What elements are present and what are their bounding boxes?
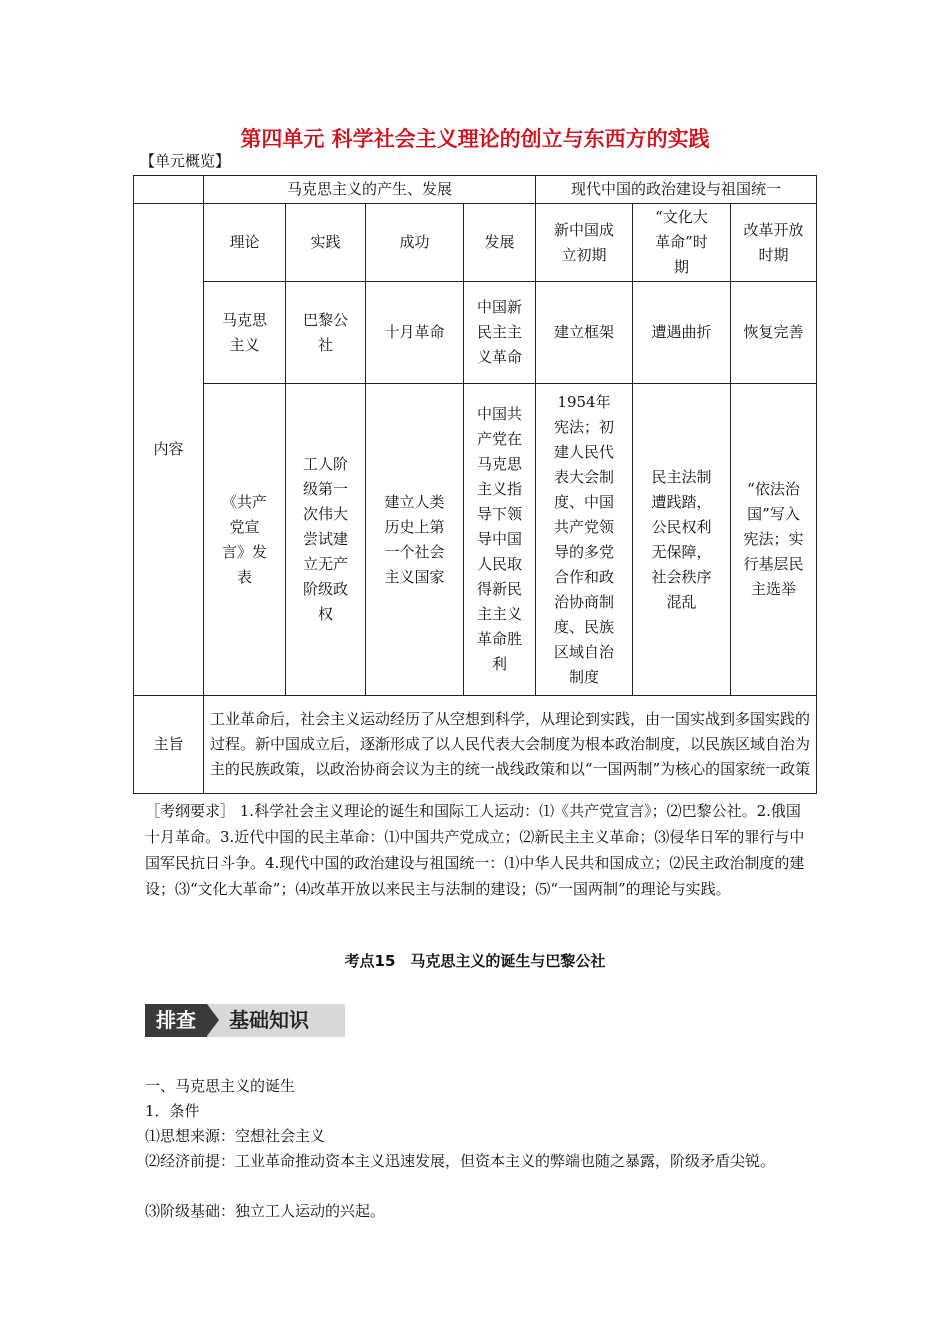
exam-requirements: ［考纲要求］ 1.科学社会主义理论的诞生和国际工人运动：⑴《共产党宣言》；⑵巴黎公社。2.俄国十月革命。3.近代中国的民主革命：⑴中国共产党成立；⑵新民主主义革命；⑶侵华日军的罪行与中国军民抗日斗争。4.现代中国的政治建设与祖国统一：⑴中华人民共和国成立；⑵民主政治制度的建设；⑶“文化大革命”；⑷改革开放以来民主与法制的建设；⑸“一国两制”的理论与实践。 [145,802,805,898]
table-cell: 恢复完善 [731,282,817,384]
table-cell: 发展 [464,204,536,282]
subheading: 1．条件 [145,1102,200,1120]
section-title: 考点15 马克思主义的诞生与巴黎公社 [344,952,606,970]
overview-label: 【单元概览】 [140,152,231,170]
table-cell: 工人阶级第一次伟大尝试建立无产阶级政权 [286,384,366,696]
table-cell: 中国共产党在马克思主义指导下领导中国人民取得新民主主义革命胜利 [464,384,536,696]
group-header-china: 现代中国的政治建设与祖国统一 [536,176,817,204]
table-cell: 巴黎公社 [286,282,366,384]
table-cell: 成功 [366,204,464,282]
table-cell: 建立框架 [536,282,633,384]
table-cell: 改革开放时期 [731,204,817,282]
theme-text: 工业革命后，社会主义运动经历了从空想到科学，从理论到实践，由一国实战到多国实践的过程。新中国成立后，逐渐形成了以人民代表大会制度为根本政治制度，以民族区域自治为主的民族政策，以政治协商会议为主的统一战线政策和以“一国两制”为核心的国家统一政策 [204,696,817,794]
banner-tag: 排查 [145,1004,207,1037]
table-cell: 民主法制遭践踏，公民权利无保障，社会秩序混乱 [633,384,731,696]
table-cell: “文化大革命”时期 [633,204,731,282]
table-cell: 实践 [286,204,366,282]
group-header-marxism: 马克思主义的产生、发展 [204,176,536,204]
list-item: ⑶阶级基础：独立工人运动的兴起。 [145,1202,386,1220]
table-cell: 《共产党宣言》发表 [204,384,286,696]
table-cell: 理论 [204,204,286,282]
list-item: ⑵经济前提：工业革命推动资本主义迅速发展，但资本主义的弊端也随之暴露，阶级矛盾尖锐。 [145,1152,776,1170]
section-heading: 一、马克思主义的诞生 [145,1077,296,1095]
table-cell: 建立人类历史上第一个社会主义国家 [366,384,464,696]
list-item: ⑴思想来源：空想社会主义 [145,1127,326,1145]
banner-arrow-icon [207,1004,219,1036]
row-label-content: 内容 [134,204,204,696]
table-cell: 1954年宪法；初建人民代表大会制度、中国共产党领导的多党合作和政治协商制度、民族区域自治制度 [536,384,633,696]
row-label-theme: 主旨 [134,696,204,794]
overview-table [133,175,817,794]
table-cell: 新中国成立初期 [536,204,633,282]
banner [145,1004,345,1037]
table-cell: 马克思主义 [204,282,286,384]
page-title: 第四单元 科学社会主义理论的创立与东西方的实践 [240,127,710,151]
table-cell: 十月革命 [366,282,464,384]
table-cell: 中国新民主主义革命 [464,282,536,384]
table-cell: “依法治国”写入宪法；实行基层民主选举 [731,384,817,696]
table-corner [134,176,204,204]
table-cell: 遭遇曲折 [633,282,731,384]
banner-text: 基础知识 [229,1008,309,1032]
